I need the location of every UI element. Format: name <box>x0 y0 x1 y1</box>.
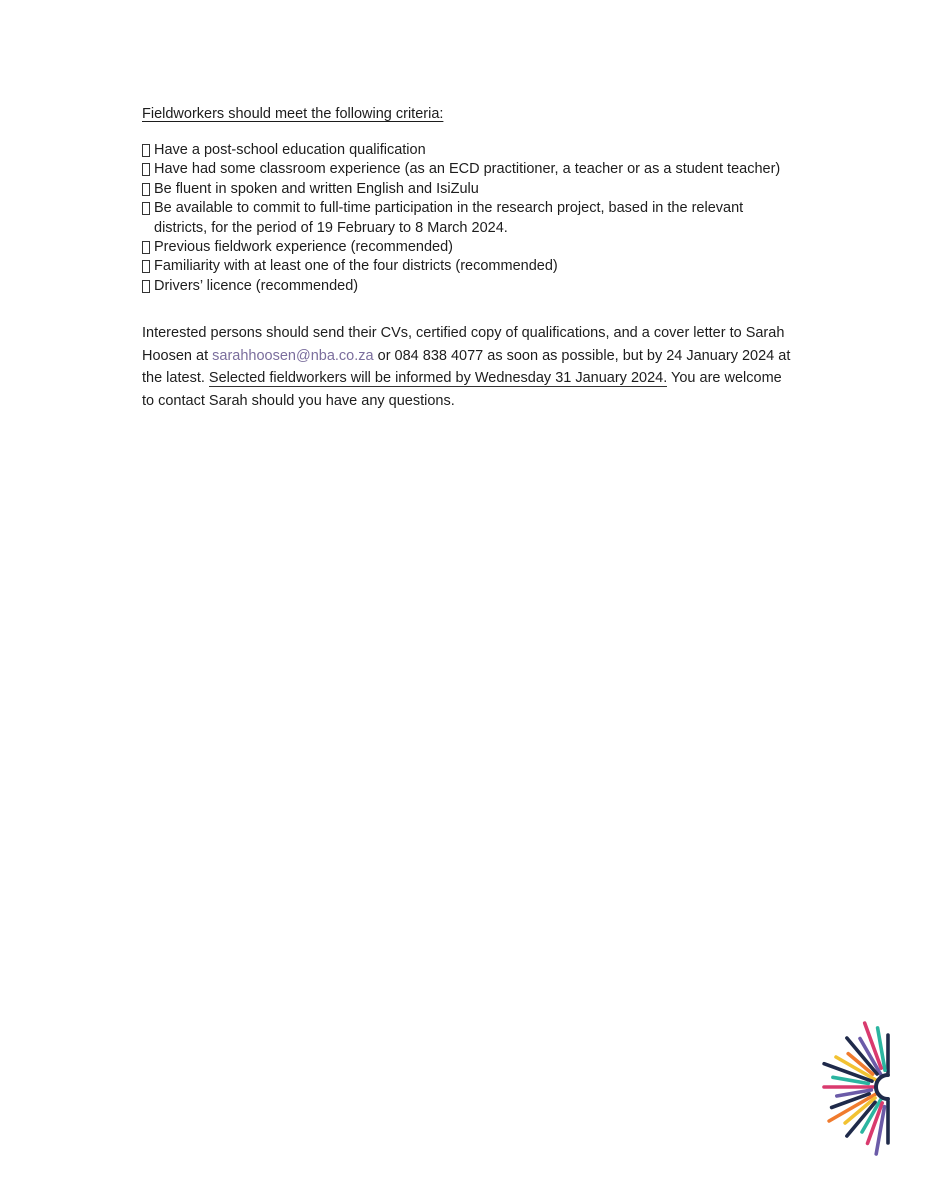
criteria-text: Have a post-school education qualification <box>154 142 426 158</box>
contact-paragraph <box>142 322 792 412</box>
checkbox-icon <box>142 183 150 196</box>
criteria-text <box>154 199 782 238</box>
criteria-text: Have had some classroom experience (as an ECD practitioner, a teacher or as a student teacher) <box>154 161 781 178</box>
sunburst-logo-icon <box>812 1012 892 1162</box>
criteria-item <box>142 160 782 179</box>
logo-arc <box>876 1075 888 1099</box>
criteria-text: Be fluent in spoken and written English and IsiZulu <box>154 180 479 197</box>
criteria-item <box>142 141 782 160</box>
checkbox-icon <box>142 163 150 176</box>
checkbox-icon <box>142 241 150 254</box>
criteria-text: Drivers’ licence (recommended) <box>154 277 359 294</box>
checkbox-icon <box>142 144 150 157</box>
checkbox-icon <box>142 260 150 273</box>
contact-welcome: You are welcome to contact Sarah should you have any questions. <box>142 370 782 409</box>
checkbox-icon <box>142 280 150 293</box>
criteria-period-text: Be available to commit to full-time participation in the research project, based in the relevant districts, for the period of 19 February to 8 March 2024. <box>154 200 744 236</box>
criteria-text: Familiarity with at least one of the four districts (recommended) <box>154 258 558 275</box>
criteria-text: Previous fieldwork experience (recommended) <box>154 239 453 256</box>
criteria-item <box>142 180 782 199</box>
criteria-heading: Fieldworkers should meet the following criteria: <box>142 106 444 122</box>
checkbox-icon <box>142 202 150 215</box>
email-link[interactable]: sarahhoosen@nba.co.za <box>212 347 374 364</box>
criteria-item <box>142 199 782 238</box>
contact-intro: Interested persons should send their CVs, certified copy of qualifications, and a cover letter to Sarah Hoosen at <box>142 325 785 364</box>
selection-notice: Selected fieldworkers will be informed by Wednesday 31 January 2024. <box>208 370 668 386</box>
contact-deadline: or 084 838 4077 as soon as possible, but by 24 January 2024 at the latest. <box>142 347 791 386</box>
criteria-item <box>142 238 782 257</box>
criteria-list <box>142 141 782 296</box>
criteria-item <box>142 277 782 296</box>
criteria-item <box>142 257 782 276</box>
